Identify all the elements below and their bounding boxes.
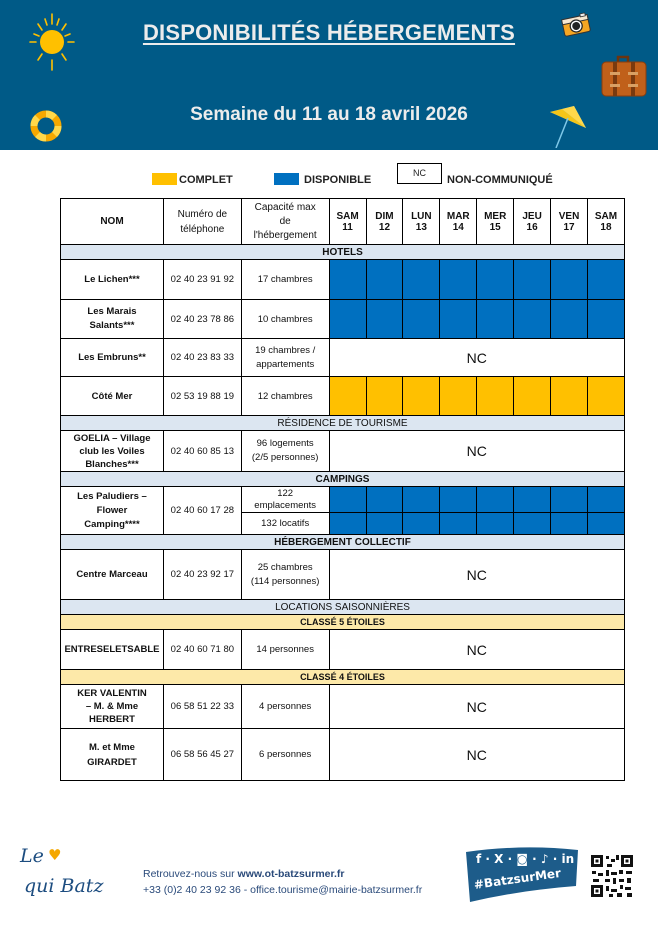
cell-disponible bbox=[587, 513, 624, 535]
row-name bbox=[61, 300, 164, 339]
availability-table bbox=[60, 198, 625, 781]
cap-line: 25 chambres bbox=[257, 561, 313, 573]
heart-icon: ♥ bbox=[48, 846, 62, 864]
table-row bbox=[61, 300, 625, 339]
legend bbox=[150, 163, 570, 193]
row-phone: 02 40 23 91 92 bbox=[163, 260, 241, 300]
col-header-day bbox=[440, 199, 477, 245]
legend-disponible-label: DISPONIBLE bbox=[304, 174, 372, 186]
cell-disponible bbox=[403, 300, 440, 339]
row-phone: 02 40 60 17 28 bbox=[163, 487, 241, 535]
footer-line-1 bbox=[143, 866, 422, 882]
page-title: DISPONIBILITÉS HÉBERGEMENTS bbox=[142, 20, 516, 45]
col-cap-l2: de bbox=[279, 215, 291, 227]
tiktok-icon[interactable]: ♪ bbox=[540, 852, 549, 866]
cell-disponible bbox=[551, 513, 588, 535]
cell-disponible bbox=[403, 513, 440, 535]
cell-disponible bbox=[440, 487, 477, 513]
day-number: 18 bbox=[600, 221, 612, 233]
cell-disponible bbox=[477, 260, 514, 300]
row-phone: 02 53 19 88 19 bbox=[163, 377, 241, 416]
section-hotels: HOTELS bbox=[61, 245, 625, 260]
day-number: 15 bbox=[489, 221, 501, 233]
cell-disponible bbox=[551, 260, 588, 300]
logo-line-2: qui Batz bbox=[24, 875, 104, 897]
name-line: Flower bbox=[96, 504, 128, 516]
col-header-day bbox=[514, 199, 551, 245]
footer-prefix: Retrouvez-nous sur bbox=[143, 868, 238, 880]
cap-line: 96 logements bbox=[256, 438, 314, 449]
section-residence: RÉSIDENCE DE TOURISME bbox=[61, 416, 625, 431]
section-locations: LOCATIONS SAISONNIÈRES bbox=[61, 600, 625, 615]
cell-disponible bbox=[329, 260, 366, 300]
legend-nc-label: NON-COMMUNIQUÉ bbox=[447, 174, 553, 186]
table-row bbox=[61, 630, 625, 670]
row-capacity: 4 personnes bbox=[241, 685, 329, 729]
website-link[interactable]: www.ot-batzsurmer.fr bbox=[237, 868, 345, 880]
day-name: MAR bbox=[446, 210, 470, 222]
col-header-capacity bbox=[241, 199, 329, 245]
col-header-phone bbox=[163, 199, 241, 245]
suitcase-icon bbox=[600, 52, 648, 100]
row-capacity bbox=[241, 431, 329, 472]
row-phone: 02 40 60 85 13 bbox=[163, 431, 241, 472]
cell-complet bbox=[329, 377, 366, 416]
row-name bbox=[61, 431, 164, 472]
row-name: Côté Mer bbox=[61, 377, 164, 416]
col-header-day bbox=[587, 199, 624, 245]
header-banner bbox=[0, 0, 658, 150]
cell-nc: NC bbox=[329, 431, 624, 472]
col-cap-l1: Capacité max bbox=[254, 201, 316, 213]
row-capacity: 132 locatifs bbox=[241, 513, 329, 535]
row-capacity bbox=[241, 339, 329, 377]
row-capacity: 12 chambres bbox=[241, 377, 329, 416]
day-name: JEU bbox=[522, 210, 542, 222]
qr-code-icon bbox=[589, 853, 635, 899]
cell-disponible bbox=[329, 487, 366, 513]
cell-disponible bbox=[366, 513, 403, 535]
day-name: DIM bbox=[375, 210, 394, 222]
name-line: Camping**** bbox=[84, 518, 140, 530]
cell-disponible bbox=[587, 260, 624, 300]
col-header-day bbox=[366, 199, 403, 245]
cell-disponible bbox=[477, 487, 514, 513]
row-phone: 02 40 23 92 17 bbox=[163, 550, 241, 600]
cell-disponible bbox=[440, 513, 477, 535]
linkedin-icon[interactable]: in bbox=[561, 852, 575, 866]
section-collectif: HÉBERGEMENT COLLECTIF bbox=[61, 535, 625, 550]
logo-line-1: Le bbox=[20, 845, 44, 867]
subsection-5-etoiles: CLASSÉ 5 ÉTOILES bbox=[61, 615, 625, 630]
row-capacity bbox=[241, 550, 329, 600]
cell-nc: NC bbox=[329, 685, 624, 729]
row-phone: 06 58 51 22 33 bbox=[163, 685, 241, 729]
row-name bbox=[61, 685, 164, 729]
col-phone-l1: Numéro de bbox=[177, 208, 228, 220]
name-line: M. et Mme bbox=[89, 741, 135, 753]
col-cap-l3: l'hébergement bbox=[253, 229, 317, 241]
cell-disponible bbox=[477, 513, 514, 535]
col-nom-label: NOM bbox=[100, 216, 124, 227]
name-line: Les Paludiers – bbox=[77, 490, 147, 502]
cell-disponible bbox=[587, 300, 624, 339]
cell-disponible bbox=[551, 300, 588, 339]
cell-complet bbox=[551, 377, 588, 416]
cell-disponible bbox=[403, 260, 440, 300]
row-name: ENTRESELETSABLE bbox=[61, 630, 164, 670]
name-line: Les Marais bbox=[87, 306, 137, 317]
camera-icon bbox=[560, 12, 592, 38]
cell-nc: NC bbox=[329, 550, 624, 600]
row-name: Centre Marceau bbox=[61, 550, 164, 600]
cell-complet bbox=[587, 377, 624, 416]
day-number: 16 bbox=[526, 221, 538, 233]
col-header-day bbox=[329, 199, 366, 245]
cell-disponible bbox=[514, 260, 551, 300]
name-line: GIRARDET bbox=[87, 756, 137, 768]
table-row bbox=[61, 260, 625, 300]
row-capacity: 10 chambres bbox=[241, 300, 329, 339]
row-name bbox=[61, 729, 164, 781]
cell-disponible bbox=[440, 300, 477, 339]
cap-line: appartements bbox=[256, 358, 315, 370]
row-name: Les Embruns** bbox=[61, 339, 164, 377]
facebook-icon[interactable]: f bbox=[476, 852, 482, 866]
col-header-day bbox=[477, 199, 514, 245]
table-row bbox=[61, 487, 625, 513]
disponible-swatch bbox=[274, 173, 299, 185]
legend-complet-label: COMPLET bbox=[179, 174, 233, 186]
table-row bbox=[61, 339, 625, 377]
name-line: – M. & Mme bbox=[85, 701, 139, 712]
cap-line: 122 bbox=[277, 487, 294, 499]
col-header-nom bbox=[61, 199, 164, 245]
cap-line: emplacements bbox=[254, 499, 317, 511]
row-capacity: 6 personnes bbox=[241, 729, 329, 781]
cell-disponible bbox=[329, 513, 366, 535]
nc-swatch: NC bbox=[397, 163, 442, 184]
row-phone: 02 40 23 78 86 bbox=[163, 300, 241, 339]
row-phone: 02 40 60 71 80 bbox=[163, 630, 241, 670]
cell-disponible bbox=[587, 487, 624, 513]
beach-umbrella-icon bbox=[546, 104, 592, 148]
name-line: GOELIA – Village bbox=[73, 432, 151, 444]
social-badge bbox=[464, 846, 580, 904]
day-name: VEN bbox=[558, 210, 580, 222]
complet-swatch bbox=[152, 173, 177, 185]
day-number: 13 bbox=[415, 221, 427, 233]
row-name bbox=[61, 487, 164, 535]
footer-contact bbox=[143, 866, 422, 898]
name-line: HERBERT bbox=[89, 714, 135, 725]
cell-complet bbox=[366, 377, 403, 416]
cell-disponible bbox=[477, 300, 514, 339]
social-icons: f · X · ◙ · ♪ · in bbox=[476, 852, 575, 866]
col-phone-l2: téléphone bbox=[180, 223, 225, 235]
hashtag-text: #BatzsurMer bbox=[473, 865, 562, 892]
brand-logo bbox=[18, 844, 136, 904]
cap-line: (2/5 personnes) bbox=[251, 452, 319, 463]
section-campings: CAMPINGS bbox=[61, 472, 625, 487]
name-line: Salants*** bbox=[89, 320, 135, 331]
cap-line: (114 personnes) bbox=[250, 575, 320, 587]
row-capacity: 14 personnes bbox=[241, 630, 329, 670]
table-header-row bbox=[61, 199, 625, 245]
name-line: KER VALENTIN bbox=[77, 688, 147, 699]
x-icon[interactable]: X bbox=[494, 852, 504, 866]
cell-disponible bbox=[514, 513, 551, 535]
name-line: club les Voiles bbox=[79, 445, 145, 457]
row-capacity: 17 chambres bbox=[241, 260, 329, 300]
cell-complet bbox=[514, 377, 551, 416]
day-number: 11 bbox=[342, 221, 353, 233]
day-number: 12 bbox=[378, 221, 391, 233]
table-row bbox=[61, 377, 625, 416]
row-phone: 06 58 56 45 27 bbox=[163, 729, 241, 781]
day-number: 14 bbox=[452, 221, 464, 233]
day-name: SAM bbox=[336, 210, 359, 222]
subsection-4-etoiles: CLASSÉ 4 ÉTOILES bbox=[61, 670, 625, 685]
day-name: MER bbox=[484, 210, 507, 222]
cell-complet bbox=[403, 377, 440, 416]
day-number: 17 bbox=[563, 221, 575, 233]
col-header-day bbox=[403, 199, 440, 245]
cap-line: 19 chambres / bbox=[255, 344, 316, 356]
row-capacity bbox=[241, 487, 329, 513]
cell-disponible bbox=[514, 487, 551, 513]
cell-disponible bbox=[329, 300, 366, 339]
cell-disponible bbox=[366, 300, 403, 339]
cell-nc: NC bbox=[329, 729, 624, 781]
table-row bbox=[61, 685, 625, 729]
row-phone: 02 40 23 83 33 bbox=[163, 339, 241, 377]
col-header-day bbox=[551, 199, 588, 245]
cell-disponible bbox=[514, 300, 551, 339]
cell-disponible bbox=[366, 487, 403, 513]
table-row bbox=[61, 550, 625, 600]
cell-disponible bbox=[551, 487, 588, 513]
day-name: SAM bbox=[594, 210, 618, 222]
cell-complet bbox=[440, 377, 477, 416]
cell-nc: NC bbox=[329, 339, 624, 377]
week-subtitle: Semaine du 11 au 18 avril 2026 bbox=[190, 104, 468, 125]
cell-disponible bbox=[366, 260, 403, 300]
cell-disponible bbox=[403, 487, 440, 513]
table-row bbox=[61, 729, 625, 781]
cell-nc: NC bbox=[329, 630, 624, 670]
footer-line-2: +33 (0)2 40 23 92 36 - office.tourisme@mairie-batzsurmer.fr bbox=[143, 884, 423, 896]
cell-disponible bbox=[440, 260, 477, 300]
instagram-icon[interactable]: ◙ bbox=[516, 852, 528, 866]
row-name: Le Lichen*** bbox=[61, 260, 164, 300]
name-line: Blanches*** bbox=[85, 458, 139, 470]
table-row bbox=[61, 431, 625, 472]
day-name: LUN bbox=[411, 210, 432, 222]
cell-complet bbox=[477, 377, 514, 416]
